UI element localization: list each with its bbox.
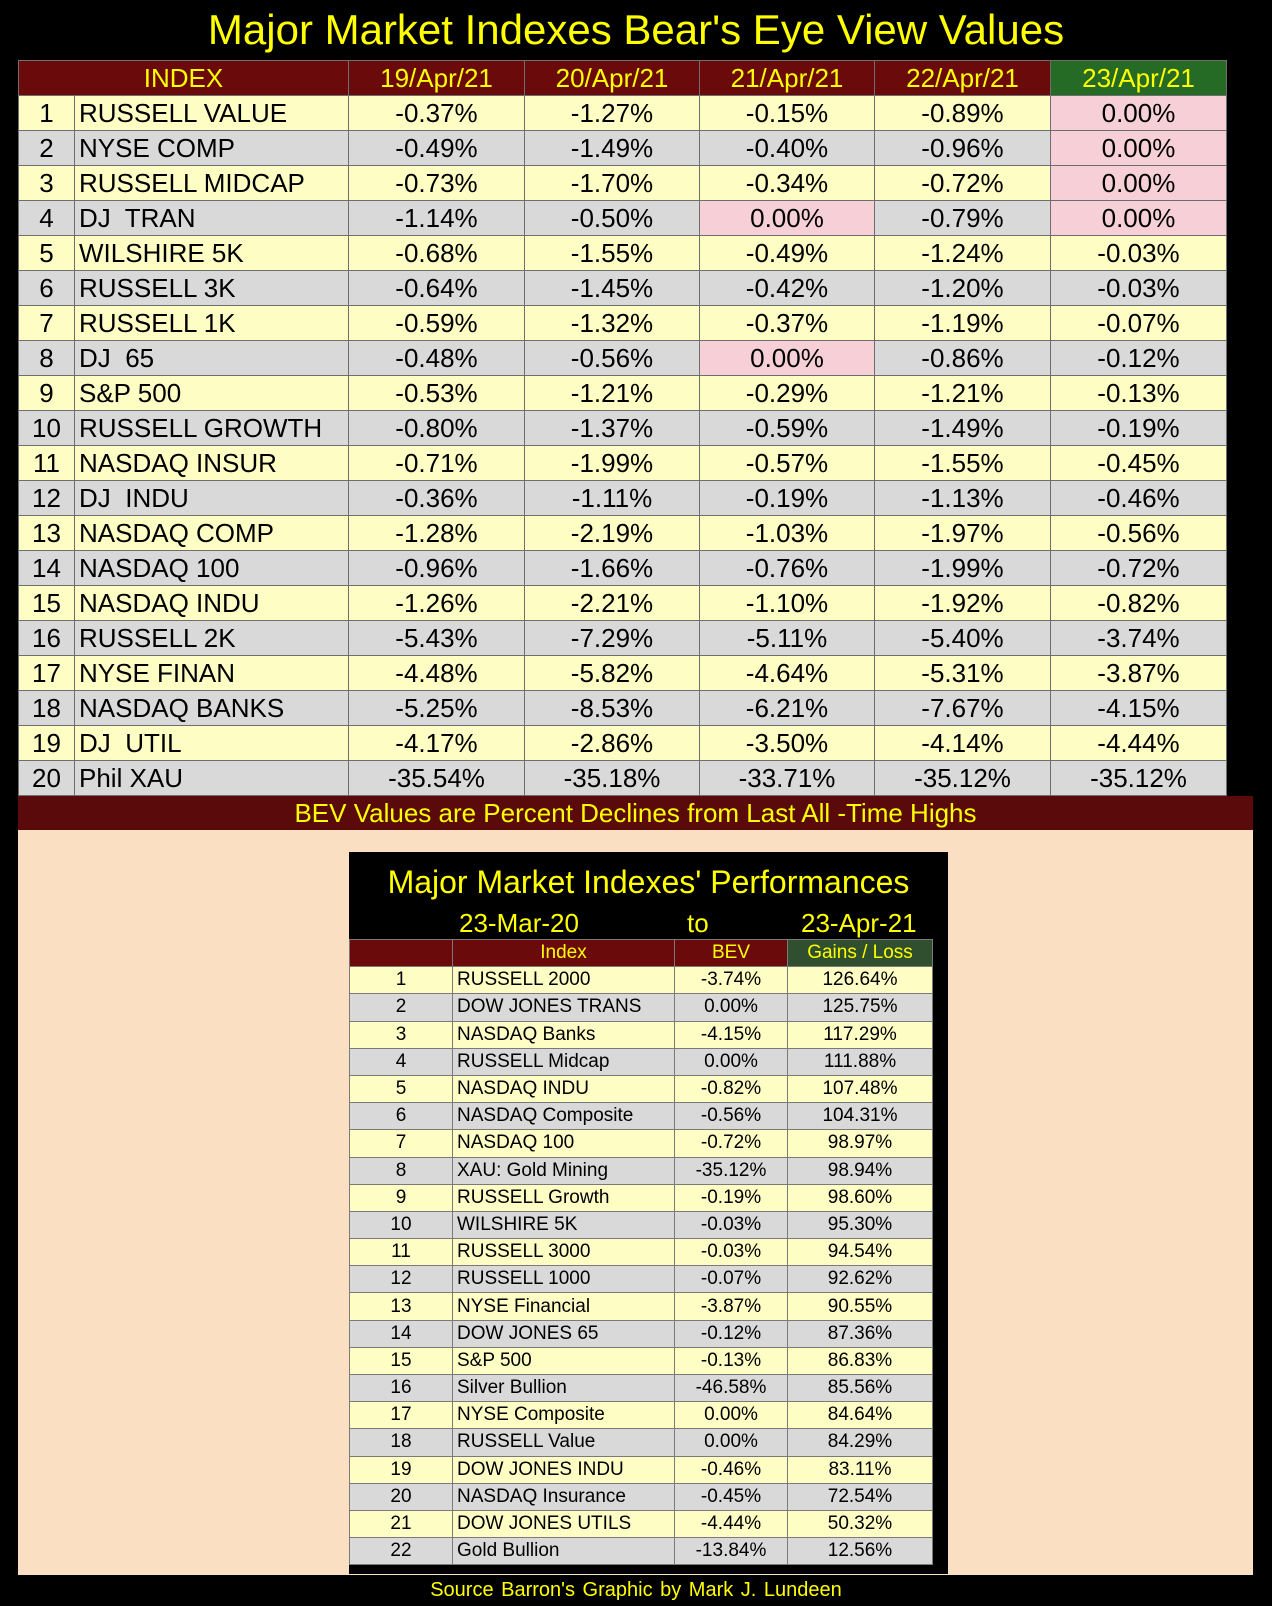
column-header-date: 22/Apr/21 [875,61,1051,96]
table-row [19,446,1227,481]
gain-loss-cell: 98.94% [788,1157,933,1184]
column-header-gains-loss: Gains / Loss [788,940,933,967]
table-row [350,1456,933,1483]
bev-value-cell: -0.19% [700,481,875,516]
index-name: RUSSELL 1K [75,306,349,341]
bev-value-cell: -1.99% [875,551,1051,586]
bev-value-cell: -0.19% [1051,411,1227,446]
index-name: RUSSELL GROWTH [75,411,349,446]
gain-loss-cell: 84.29% [788,1429,933,1456]
bev-value-cell: -5.43% [349,621,525,656]
bev-value-cell: -0.36% [349,481,525,516]
row-rank: 2 [350,994,453,1021]
index-name: NASDAQ INDU [75,586,349,621]
row-rank: 15 [19,586,75,621]
table-row [350,1293,933,1320]
table-row [19,96,1227,131]
row-rank: 6 [350,1103,453,1130]
bev-value-cell: -1.49% [525,131,700,166]
bev-value-cell: -2.19% [525,516,700,551]
row-rank: 8 [350,1157,453,1184]
table-row [350,1239,933,1266]
performance-header-row [350,940,933,967]
table-row [350,1402,933,1429]
index-name: NYSE COMP [75,131,349,166]
bev-value-cell: 0.00% [675,994,788,1021]
performance-from-date: 23-Mar-20 [459,908,579,938]
bev-value-cell: -0.96% [875,131,1051,166]
table-row [19,341,1227,376]
column-header-date: 20/Apr/21 [525,61,700,96]
table-row [19,516,1227,551]
performance-title: Major Market Indexes' Performances [387,864,910,900]
index-name: NASDAQ COMP [75,516,349,551]
bev-value-cell: -0.56% [525,341,700,376]
bev-value-cell: -13.84% [675,1538,788,1565]
bev-value-cell: -0.45% [675,1483,788,1510]
bev-value-cell: -0.03% [1051,271,1227,306]
index-name: RUSSELL Midcap [453,1048,675,1075]
gain-loss-cell: 86.83% [788,1347,933,1374]
gain-loss-cell: 72.54% [788,1483,933,1510]
bev-value-cell: -1.21% [525,376,700,411]
table-row [350,1075,933,1102]
table-row [19,691,1227,726]
bev-value-cell: -0.13% [1051,376,1227,411]
bev-value-cell: -5.82% [525,656,700,691]
table-row [19,621,1227,656]
index-name: RUSSELL Value [453,1429,675,1456]
row-rank: 1 [350,967,453,994]
table-row [350,1157,933,1184]
bev-value-cell: -1.97% [875,516,1051,551]
bev-value-cell: -0.34% [700,166,875,201]
index-name: NASDAQ BANKS [75,691,349,726]
index-name: NYSE Financial [453,1293,675,1320]
row-rank: 9 [19,376,75,411]
index-name: NASDAQ INSUR [75,446,349,481]
bev-value-cell: -0.07% [675,1266,788,1293]
bev-value-cell: -5.40% [875,621,1051,656]
index-name: DJ INDU [75,481,349,516]
row-rank: 10 [350,1211,453,1238]
bev-value-cell: -1.13% [875,481,1051,516]
table-row [350,1130,933,1157]
gain-loss-cell: 84.64% [788,1402,933,1429]
bev-value-cell: -1.24% [875,236,1051,271]
row-rank: 20 [19,761,75,796]
row-rank: 3 [350,1021,453,1048]
column-header-rank [350,940,453,967]
row-rank: 5 [350,1075,453,1102]
table-row [350,1375,933,1402]
table-row [19,236,1227,271]
bev-value-cell: -35.12% [675,1157,788,1184]
index-name: RUSSELL 2K [75,621,349,656]
index-name: RUSSELL MIDCAP [75,166,349,201]
bev-value-cell: -1.28% [349,516,525,551]
bev-value-cell: 0.00% [675,1402,788,1429]
row-rank: 2 [19,131,75,166]
bev-value-cell: -0.49% [349,131,525,166]
index-name: S&P 500 [75,376,349,411]
index-name: DOW JONES TRANS [453,994,675,1021]
bev-value-cell: -1.55% [875,446,1051,481]
column-header-date: 21/Apr/21 [700,61,875,96]
bev-value-cell: -0.50% [525,201,700,236]
index-name: Gold Bullion [453,1538,675,1565]
bev-value-cell: -3.50% [700,726,875,761]
bev-value-cell: -1.99% [525,446,700,481]
bev-value-cell: -0.73% [349,166,525,201]
bev-value-cell: -0.56% [675,1103,788,1130]
bev-value-cell: -0.19% [675,1184,788,1211]
index-name: DJ TRAN [75,201,349,236]
gain-loss-cell: 94.54% [788,1239,933,1266]
gain-loss-cell: 98.60% [788,1184,933,1211]
bev-value-cell: -1.92% [875,586,1051,621]
table-row [350,1021,933,1048]
index-name: NYSE Composite [453,1402,675,1429]
table-row [350,1538,933,1565]
bev-value-cell: 0.00% [700,201,875,236]
table-row [19,166,1227,201]
bev-value-cell: -3.87% [675,1293,788,1320]
bev-value-cell: -3.87% [1051,656,1227,691]
table-row [19,726,1227,761]
column-header-latest-date: 23/Apr/21 [1051,61,1227,96]
index-name: NASDAQ 100 [75,551,349,586]
bev-value-cell: -7.67% [875,691,1051,726]
bev-value-cell: -0.12% [1051,341,1227,376]
row-rank: 3 [19,166,75,201]
bev-value-cell: -0.40% [700,131,875,166]
row-rank: 6 [19,271,75,306]
bev-value-cell: -0.03% [675,1211,788,1238]
row-rank: 19 [350,1456,453,1483]
gain-loss-cell: 12.56% [788,1538,933,1565]
bev-value-cell: -0.53% [349,376,525,411]
bev-value-cell: -0.37% [700,306,875,341]
index-name: NYSE FINAN [75,656,349,691]
row-rank: 18 [350,1429,453,1456]
bev-value-cell: -0.59% [700,411,875,446]
table-row [19,481,1227,516]
row-rank: 7 [19,306,75,341]
bev-value-cell: -1.66% [525,551,700,586]
bev-value-cell: -4.44% [675,1510,788,1537]
table-row [350,1320,933,1347]
bev-value-cell: -0.03% [1051,236,1227,271]
row-rank: 18 [19,691,75,726]
bev-value-cell: -0.56% [1051,516,1227,551]
source-credit: Source Barron's Graphic by Mark J. Lundeen [430,1579,842,1601]
bev-value-cell: -0.15% [700,96,875,131]
table-row [19,376,1227,411]
bev-value-cell: -0.13% [675,1347,788,1374]
gain-loss-cell: 87.36% [788,1320,933,1347]
gain-loss-cell: 90.55% [788,1293,933,1320]
table-row [19,306,1227,341]
row-rank: 16 [19,621,75,656]
gain-loss-cell: 126.64% [788,967,933,994]
index-name: RUSSELL 3000 [453,1239,675,1266]
row-rank: 16 [350,1375,453,1402]
table-row [350,1103,933,1130]
bev-value-cell: -35.12% [1051,761,1227,796]
bev-value-cell: -1.37% [525,411,700,446]
table-row [350,1048,933,1075]
bev-value-cell: -35.54% [349,761,525,796]
bev-header-row [19,61,1227,96]
gain-loss-cell: 92.62% [788,1266,933,1293]
bev-value-cell: -4.14% [875,726,1051,761]
bev-value-cell: 0.00% [1051,96,1227,131]
bev-value-cell: -0.89% [875,96,1051,131]
bev-value-cell: -0.68% [349,236,525,271]
gain-loss-cell: 95.30% [788,1211,933,1238]
index-name: RUSSELL Growth [453,1184,675,1211]
bev-value-cell: 0.00% [675,1048,788,1075]
bev-value-cell: -1.55% [525,236,700,271]
index-name: RUSSELL 3K [75,271,349,306]
row-rank: 4 [19,201,75,236]
bev-value-cell: -0.72% [1051,551,1227,586]
bev-value-cell: -33.71% [700,761,875,796]
gain-loss-cell: 104.31% [788,1103,933,1130]
bev-value-cell: -0.76% [700,551,875,586]
gain-loss-cell: 117.29% [788,1021,933,1048]
index-name: S&P 500 [453,1347,675,1374]
bev-value-cell: 0.00% [1051,201,1227,236]
bev-value-cell: -35.18% [525,761,700,796]
column-header-bev: BEV [675,940,788,967]
bev-value-cell: -0.72% [675,1130,788,1157]
bev-value-cell: -0.71% [349,446,525,481]
column-header-date: 19/Apr/21 [349,61,525,96]
bev-value-cell: -8.53% [525,691,700,726]
bev-value-cell: 0.00% [1051,166,1227,201]
row-rank: 13 [19,516,75,551]
index-name: WILSHIRE 5K [75,236,349,271]
bev-value-cell: -1.45% [525,271,700,306]
column-header-index: Index [453,940,675,967]
row-rank: 4 [350,1048,453,1075]
index-name: NASDAQ Composite [453,1103,675,1130]
row-rank: 15 [350,1347,453,1374]
bev-value-cell: -1.20% [875,271,1051,306]
bev-value-cell: -4.64% [700,656,875,691]
row-rank: 12 [19,481,75,516]
index-name: RUSSELL VALUE [75,96,349,131]
bev-value-cell: -0.96% [349,551,525,586]
bev-value-cell: -1.19% [875,306,1051,341]
row-rank: 10 [19,411,75,446]
bev-value-cell: -1.70% [525,166,700,201]
index-name: NASDAQ Insurance [453,1483,675,1510]
bev-value-cell: -5.31% [875,656,1051,691]
bev-value-cell: -2.21% [525,586,700,621]
table-row [350,1266,933,1293]
index-name: DJ UTIL [75,726,349,761]
gain-loss-cell: 107.48% [788,1075,933,1102]
gain-loss-cell: 111.88% [788,1048,933,1075]
bev-value-cell: -4.15% [1051,691,1227,726]
row-rank: 11 [19,446,75,481]
bev-value-cell: -3.74% [1051,621,1227,656]
column-header-index: INDEX [19,61,349,96]
row-rank: 17 [350,1402,453,1429]
performance-table [349,939,933,1565]
table-row [350,1184,933,1211]
bev-value-cell: -1.27% [525,96,700,131]
row-rank: 20 [350,1483,453,1510]
index-name: WILSHIRE 5K [453,1211,675,1238]
bev-table [18,60,1227,796]
row-rank: 19 [19,726,75,761]
bev-value-cell: -35.12% [875,761,1051,796]
bev-value-cell: 0.00% [1051,131,1227,166]
gain-loss-cell: 83.11% [788,1456,933,1483]
bev-value-cell: -4.15% [675,1021,788,1048]
bev-value-cell: -5.25% [349,691,525,726]
row-rank: 14 [350,1320,453,1347]
bev-value-cell: -0.12% [675,1320,788,1347]
index-name: Phil XAU [75,761,349,796]
index-name: XAU: Gold Mining [453,1157,675,1184]
table-row [19,131,1227,166]
table-row [19,586,1227,621]
bev-value-cell: -0.37% [349,96,525,131]
index-name: NASDAQ 100 [453,1130,675,1157]
bev-value-cell: -1.21% [875,376,1051,411]
performance-to-label: to [687,908,709,938]
bev-value-cell: -4.17% [349,726,525,761]
bev-value-cell: -0.59% [349,306,525,341]
table-row [19,271,1227,306]
index-name: DJ 65 [75,341,349,376]
table-row [19,411,1227,446]
row-rank: 9 [350,1184,453,1211]
bev-value-cell: -1.10% [700,586,875,621]
bev-value-cell: -0.46% [675,1456,788,1483]
table-row [19,201,1227,236]
table-row [350,1510,933,1537]
index-name: NASDAQ INDU [453,1075,675,1102]
bev-value-cell: -46.58% [675,1375,788,1402]
index-name: RUSSELL 1000 [453,1266,675,1293]
bev-value-cell: -3.74% [675,967,788,994]
bev-value-cell: -0.46% [1051,481,1227,516]
index-name: RUSSELL 2000 [453,967,675,994]
bev-value-cell: -1.49% [875,411,1051,446]
bev-value-cell: -0.49% [700,236,875,271]
table-row [350,994,933,1021]
bev-footnote: BEV Values are Percent Declines from Last All -Time Highs [18,796,1253,830]
bev-value-cell: -6.21% [700,691,875,726]
bev-value-cell: -0.79% [875,201,1051,236]
bev-value-cell: -1.26% [349,586,525,621]
bev-value-cell: -1.11% [525,481,700,516]
bev-value-cell: -0.48% [349,341,525,376]
bev-value-cell: -7.29% [525,621,700,656]
row-rank: 12 [350,1266,453,1293]
performance-panel [349,852,948,1574]
table-row [350,1483,933,1510]
row-rank: 11 [350,1239,453,1266]
bev-value-cell: -2.86% [525,726,700,761]
row-rank: 22 [350,1538,453,1565]
bev-value-cell: -0.03% [675,1239,788,1266]
bev-value-cell: -0.57% [700,446,875,481]
bev-value-cell: -0.82% [675,1075,788,1102]
row-rank: 8 [19,341,75,376]
bev-value-cell: -0.07% [1051,306,1227,341]
bev-value-cell: -0.29% [700,376,875,411]
index-name: DOW JONES INDU [453,1456,675,1483]
table-row [350,1211,933,1238]
table-row [350,1429,933,1456]
row-rank: 13 [350,1293,453,1320]
page-title: Major Market Indexes Bear's Eye View Values [207,6,1065,53]
bev-value-cell: -0.82% [1051,586,1227,621]
bev-value-cell: -5.11% [700,621,875,656]
gain-loss-cell: 125.75% [788,994,933,1021]
bev-value-cell: -4.44% [1051,726,1227,761]
row-rank: 21 [350,1510,453,1537]
gain-loss-cell: 50.32% [788,1510,933,1537]
row-rank: 1 [19,96,75,131]
bev-value-cell: -4.48% [349,656,525,691]
row-rank: 14 [19,551,75,586]
index-name: Silver Bullion [453,1375,675,1402]
index-name: DOW JONES UTILS [453,1510,675,1537]
table-row [350,1347,933,1374]
performance-to-date: 23-Apr-21 [801,908,917,938]
table-row [19,551,1227,586]
gain-loss-cell: 85.56% [788,1375,933,1402]
bev-value-cell: -1.32% [525,306,700,341]
bev-value-cell: -0.45% [1051,446,1227,481]
row-rank: 5 [19,236,75,271]
index-name: DOW JONES 65 [453,1320,675,1347]
index-name: NASDAQ Banks [453,1021,675,1048]
bev-value-cell: -1.14% [349,201,525,236]
gain-loss-cell: 98.97% [788,1130,933,1157]
table-row [350,967,933,994]
bev-value-cell: -0.42% [700,271,875,306]
table-row [19,761,1227,796]
bev-value-cell: -0.64% [349,271,525,306]
bev-value-cell: -0.80% [349,411,525,446]
row-rank: 7 [350,1130,453,1157]
bev-value-cell: 0.00% [675,1429,788,1456]
row-rank: 17 [19,656,75,691]
table-row [19,656,1227,691]
bev-value-cell: 0.00% [700,341,875,376]
bev-value-cell: -0.86% [875,341,1051,376]
bev-value-cell: -1.03% [700,516,875,551]
bev-value-cell: -0.72% [875,166,1051,201]
